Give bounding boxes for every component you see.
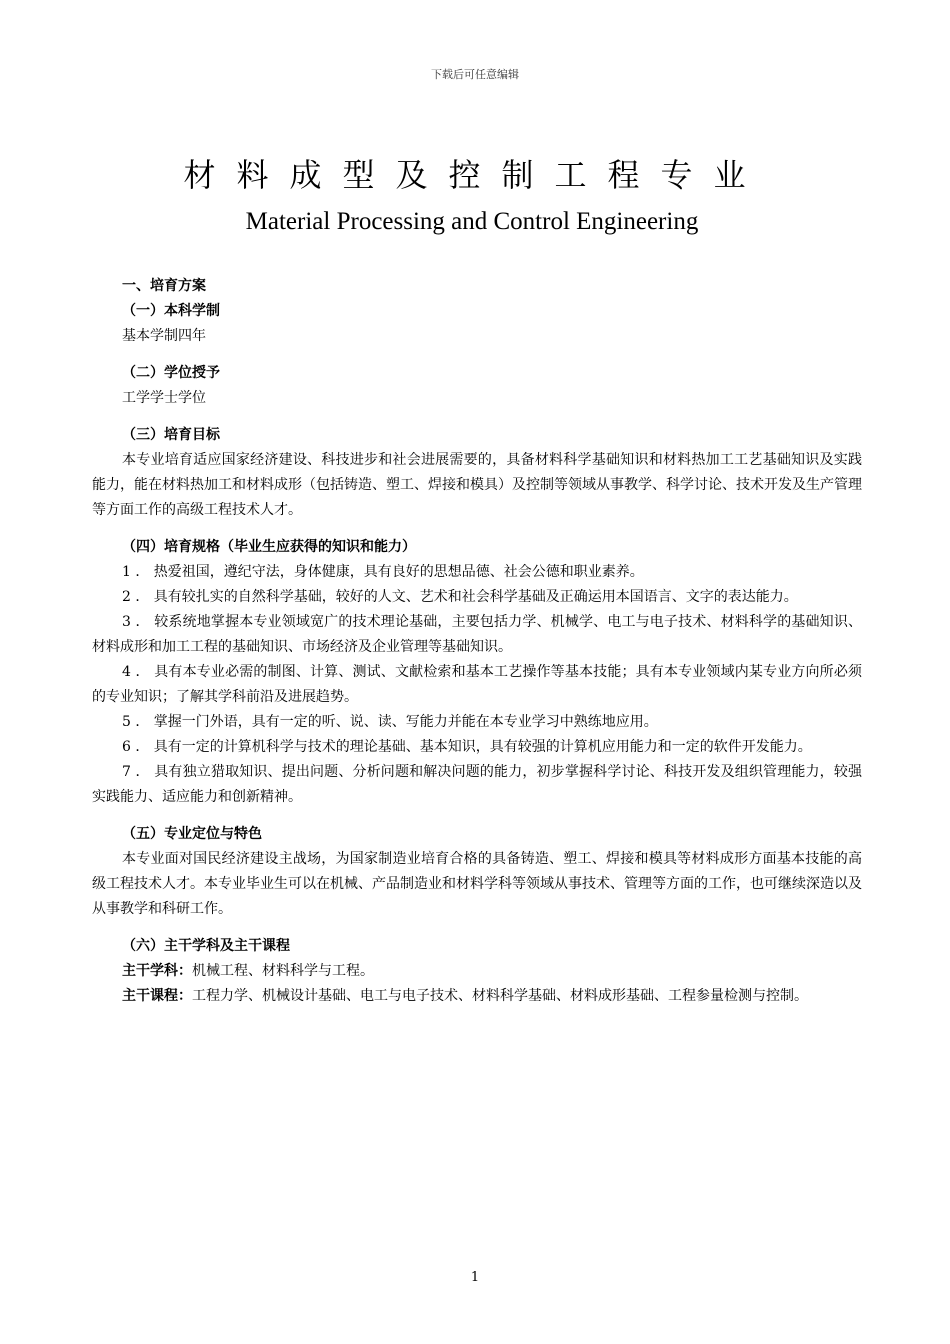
subsection-heading-duration: （一）本科学制 [122,303,220,319]
core-disciplines-label: 主干学科： [122,963,192,979]
subsection-heading-positioning: （五）专业定位与特色 [122,826,262,842]
document-title-english: Material Processing and Control Engineering [245,208,699,235]
requirement-item: 7 ． 具有独立猎取知识、提出问题、分析问题和解决问题的能力，初步掌握科学讨论、科技开发及组织管理能力，较强实践能力、适应能力和创新精神。 [92,764,862,805]
core-disciplines-line [92,959,862,984]
requirement-item: 5 ． 掌握一门外语，具有一定的听、说、读、写能力并能在本专业学习中熟练地应用。 [122,714,658,730]
core-courses-text: 工程力学、机械设计基础、电工与电子技术、材料科学基础、材料成形基础、工程参量检测与控制。 [192,988,808,1004]
core-disciplines-text: 机械工程、材料科学与工程。 [192,963,374,979]
document-body [92,274,862,1009]
header-note: 下载后可任意编辑 [431,68,519,81]
document-title-chinese: 材料成型及控制工程专业 [183,156,767,194]
core-courses-line [92,984,862,1009]
requirement-item: 3 ． 较系统地掌握本专业领域宽广的技术理论基础，主要包括力学、机械学、电工与电子技术、材料科学的基础知识、材料成形和加工工程的基础知识、市场经济及企业管理等基础知识。 [92,614,862,655]
requirement-item: 1 ． 热爱祖国，遵纪守法，身体健康，具有良好的思想品德、社会公德和职业素养。 [122,564,644,580]
core-courses-label: 主干课程： [122,988,192,1004]
subsection-heading-objectives: （三）培育目标 [122,427,220,443]
requirement-item: 4 ． 具有本专业必需的制图、计算、测试、文献检索和基本工艺操作等基本技能；具有本专业领域内某专业方向所必须的专业知识；了解其学科前沿及进展趋势。 [92,664,862,705]
objectives-paragraph: 本专业培育适应国家经济建设、科技进步和社会进展需要的，具备材料科学基础知识和材料热加工工艺基础知识及实践能力，能在材料热加工和材料成形（包括铸造、塑工、焊接和模具）及控制等领域从事教学、科学讨论、技术开发及生产管理等方面工作的高级工程技术人才。 [92,452,862,518]
degree-text: 工学学士学位 [122,390,206,406]
subsection-heading-degree: （二）学位授予 [122,365,220,381]
requirement-item: 6 ． 具有一定的计算机科学与技术的理论基础、基本知识，具有较强的计算机应用能力和一定的软件开发能力。 [122,739,812,755]
section-heading-training-plan: 一、培育方案 [122,278,206,294]
subsection-heading-core-disciplines: （六）主干学科及主干课程 [122,938,290,954]
page-number: 1 [470,1270,480,1285]
positioning-paragraph: 本专业面对国民经济建设主战场，为国家制造业培育合格的具备铸造、塑工、焊接和模具等材料成形方面基本技能的高级工程技术人才。本专业毕业生可以在机械、产品制造业和材料学科等领域从事技术、管理等方面的工作，也可继续深造以及从事教学和科研工作。 [92,851,862,917]
requirement-item: 2 ． 具有较扎实的自然科学基础，较好的人文、艺术和社会科学基础及正确运用本国语言、文字的表达能力。 [122,589,798,605]
subsection-heading-requirements: （四）培育规格（毕业生应获得的知识和能力） [122,539,416,555]
duration-text: 基本学制四年 [122,328,206,344]
